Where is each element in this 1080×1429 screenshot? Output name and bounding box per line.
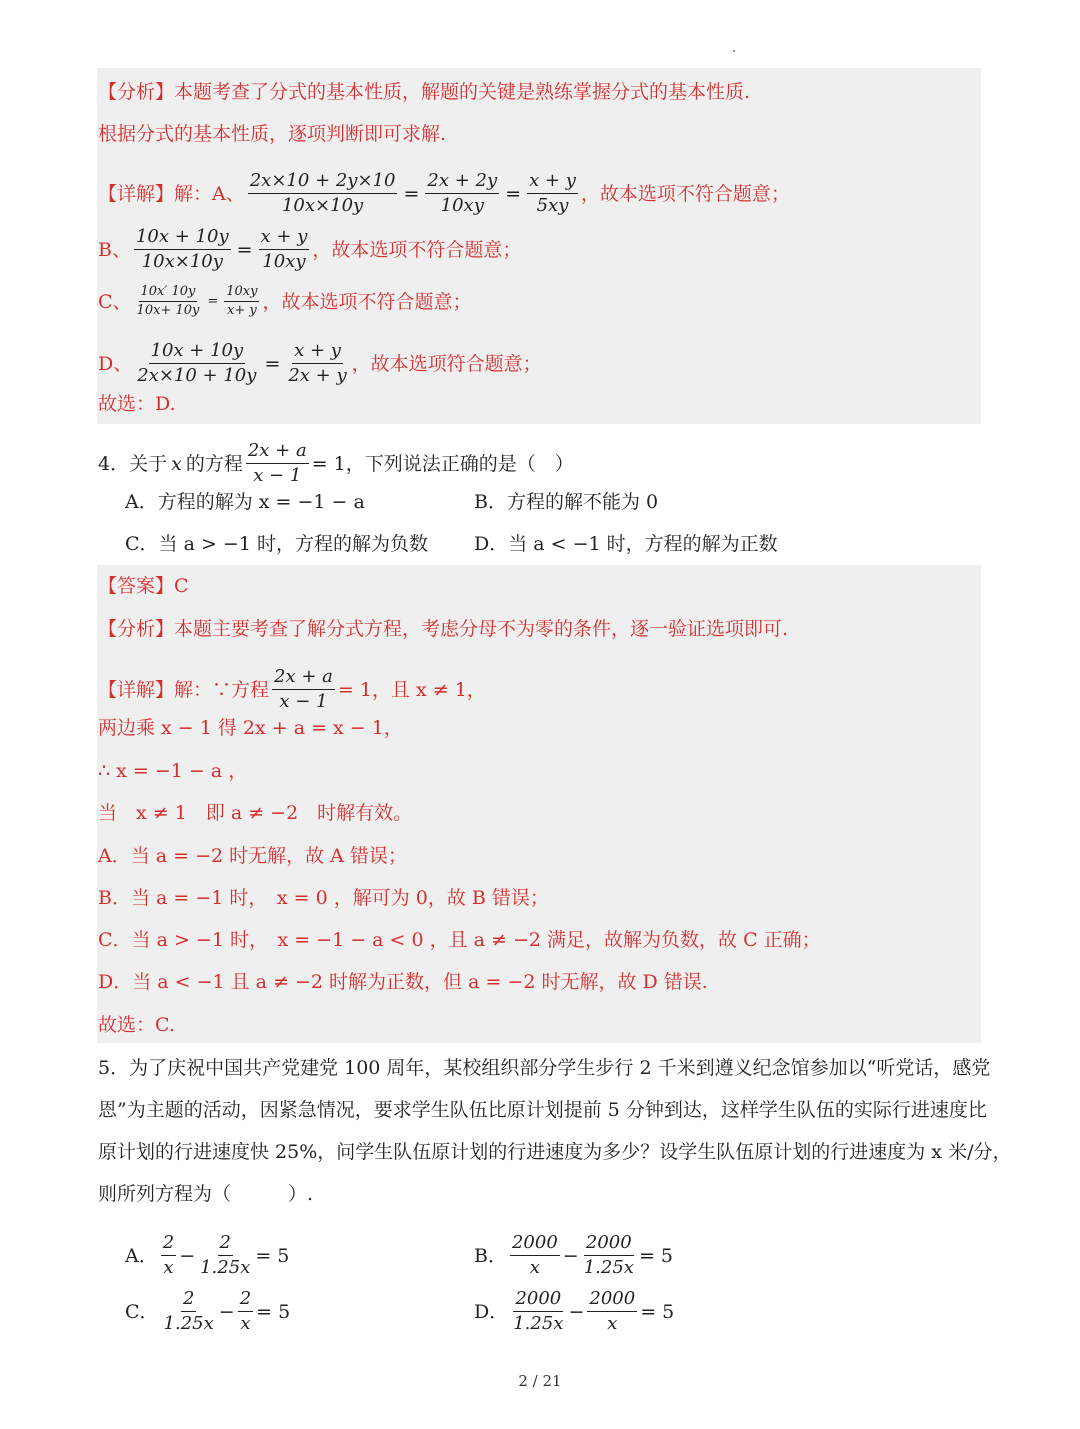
fraction: $\frac{x + y}{5xy}$: [529, 170, 576, 216]
solution-step-3: 当 x ≠ 1 即 a ≠ −2 时解有效。: [98, 802, 413, 824]
detail-line: 【详解】解：∵方程 $\frac{2x + a}{x - 1}$ = 1，且 x ≠ 1，: [98, 666, 486, 712]
detail-a-line: 【详解】解：A、 $\frac{2x\times 10 + 2y\times 10}{10x\times 10y}$ = $\frac{2x + 2y}{10xy}$ = $\frac{x + y}{5xy}$ ，故本选项不符合题意；: [98, 170, 790, 216]
solution-step-1: 两边乘 x − 1 得 2x + a = x − 1，: [98, 717, 403, 739]
question-4: 4．关于 x 的方程 $\frac{2x + a}{x - 1}$ = 1 ，下列说法正确的是（ ）: [98, 440, 574, 486]
solution-step-6: C．当 a > −1 时， x = −1 − a < 0 ，且 a ≠ −2 满足，故解为负数，故 C 正确；: [98, 929, 821, 951]
solution-step-2: ∴ x = −1 − a ，: [98, 760, 248, 782]
fraction: $\frac{10x' 10y}{10x+ 10y}$: [136, 284, 200, 318]
question-5-line-3: 原计划的行进速度快 25%，问学生队伍原计划的行进速度为多少？设学生队伍原计划的行进速度为 x 米/分，: [98, 1141, 1012, 1163]
scan-mark: [733, 50, 735, 52]
fraction: $\frac{10x + 10y}{10x\times 10y}$: [135, 226, 229, 272]
question-5-line-1: 5．为了庆祝中国共产党建党 100 周年，某校组织部分学生步行 2 千米到遵义纪念馆参加以“听党话，感党: [98, 1057, 991, 1079]
fraction: $\frac{2000}{x}$: [511, 1232, 558, 1278]
q4-option-a: A．方程的解为 x = −1 − a: [125, 491, 365, 513]
solution-step-5: B．当 a = −1 时， x = 0 ，解可为 0，故 B 错误；: [98, 887, 549, 909]
detail-b-line: B、 $\frac{10x + 10y}{10x\times 10y}$ = $\frac{x + y}{10xy}$ ，故本选项不符合题意；: [98, 226, 522, 272]
q5-option-c: C． $\frac{2}{1.25x}$ − $\frac{2}{x}$ = 5: [125, 1288, 291, 1334]
detail-c-line: C、 $\frac{10x' 10y}{10x+ 10y}$ = $\frac{10xy}{x+ y}$ ，故本选项不符合题意；: [98, 284, 472, 318]
q4-option-b: B．方程的解不能为 0: [474, 491, 659, 513]
page-number: 2 / 21: [518, 1372, 562, 1390]
analysis-line: 【分析】本题考查了分式的基本性质，解题的关键是熟练掌握分式的基本性质.: [98, 81, 751, 103]
fraction: $\frac{2x\times 10 + 2y\times 10}{10x\times 10y}$: [249, 170, 396, 216]
analysis-line: 【分析】本题主要考查了解分式方程，考虑分母不为零的条件，逐一验证选项即可.: [98, 618, 789, 640]
fraction: $\frac{2x + a}{x - 1}$: [274, 666, 333, 712]
question-5-line-4: 则所列方程为（ ）.: [98, 1183, 314, 1205]
question-5-line-2: 恩”为主题的活动，因紧急情况，要求学生队伍比原计划提前 5 分钟到达，这样学生队伍的实际行进速度比: [98, 1099, 987, 1121]
fraction: $\frac{2}{1.25x}$: [200, 1232, 251, 1278]
answer-line: 【答案】C: [98, 575, 189, 597]
analysis-line-2: 根据分式的基本性质，逐项判断即可求解.: [98, 123, 447, 145]
q5-option-a: A． $\frac{2}{x}$ − $\frac{2}{1.25x}$ = 5: [125, 1232, 290, 1278]
fraction: $\frac{2}{x}$: [239, 1288, 252, 1334]
fraction: $\frac{x + y}{10xy}$: [260, 226, 308, 272]
q4-option-c: C．当 a > −1 时，方程的解为负数: [125, 533, 428, 555]
fraction: $\frac{2}{1.25x}$: [163, 1288, 214, 1334]
q5-option-b: B． $\frac{2000}{x}$ − $\frac{2000}{1.25x}$ = 5: [474, 1232, 673, 1278]
fraction: $\frac{2000}{x}$: [589, 1288, 636, 1334]
solution-step-4: A．当 a = −2 时无解，故 A 错误；: [98, 845, 407, 867]
q4-option-d: D．当 a < −1 时，方程的解为正数: [474, 533, 778, 555]
fraction: $\frac{2x + a}{x - 1}$: [247, 440, 307, 486]
detail-d-line: D、 $\frac{10x + 10y}{2x\times 10 + 10y}$ = $\frac{x + y}{2x + y}$ ，故本选项符合题意；: [98, 340, 542, 386]
choose-line: 故选：C.: [98, 1014, 175, 1036]
fraction: $\frac{x + y}{2x + y}$: [288, 340, 347, 386]
fraction: $\frac{2x + 2y}{10xy}$: [427, 170, 498, 216]
fraction: $\frac{10x + 10y}{2x\times 10 + 10y}$: [137, 340, 257, 386]
solution-step-7: D．当 a < −1 且 a ≠ −2 时解为正数，但 a = −2 时无解，故 D 错误.: [98, 971, 708, 993]
fraction: $\frac{2000}{1.25x}$: [583, 1232, 634, 1278]
fraction: $\frac{2}{x}$: [162, 1232, 175, 1278]
q5-option-d: D． $\frac{2000}{1.25x}$ − $\frac{2000}{x}$ = 5: [474, 1288, 675, 1334]
fraction: $\frac{2000}{1.25x}$: [513, 1288, 564, 1334]
choose-line: 故选：D.: [98, 393, 176, 415]
fraction: $\frac{10xy}{x+ y}$: [226, 284, 258, 318]
